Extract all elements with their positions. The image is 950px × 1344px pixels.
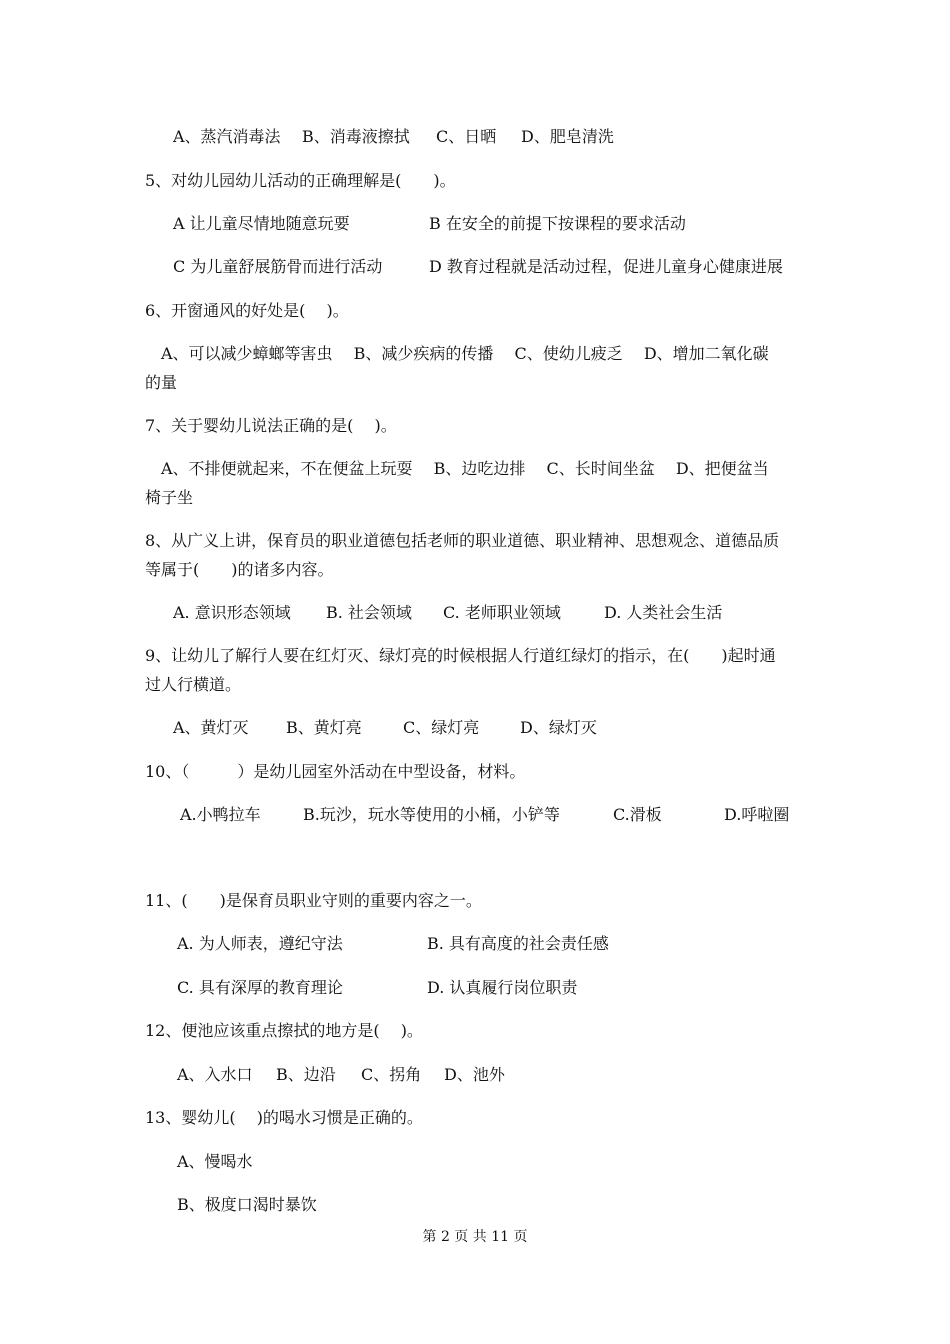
- q11-option-b: B. 具有高度的社会责任感: [427, 934, 609, 953]
- q12-option-b: B、边沿: [276, 1065, 336, 1084]
- q13-option-b: B、极度口渴时暴饮: [177, 1195, 317, 1214]
- q4-option-a: A、蒸汽消毒法: [173, 127, 281, 146]
- question-6-options-wrap: 的量: [145, 373, 178, 392]
- q11-option-c: C. 具有深厚的教育理论: [177, 978, 343, 997]
- q5-option-a: A 让儿童尽情地随意玩要: [173, 214, 350, 233]
- q4-option-d: D、肥皂清洗: [521, 127, 614, 146]
- question-9-stem-line1: 9、让幼儿了解行人要在红灯灭、绿灯亮的时候根据人行道红绿灯的指示，在( )起时通: [145, 646, 776, 665]
- q11-option-a: A. 为人师表，遵纪守法: [177, 934, 343, 953]
- q8-option-d: D. 人类社会生活: [604, 603, 723, 622]
- question-10-stem: 10、（ ）是幼儿园室外活动在中型设备，材料。: [145, 762, 526, 781]
- question-7-stem: 7、关于婴幼儿说法正确的是( )。: [145, 416, 397, 435]
- question-8-stem-line1: 8、从广义上讲，保育员的职业道德包括老师的职业道德、职业精神、思想观念、道德品质: [145, 531, 780, 550]
- q9-option-c: C、绿灯亮: [403, 718, 480, 737]
- q8-option-c: C. 老师职业领域: [443, 603, 561, 622]
- question-12-stem: 12、便池应该重点擦拭的地方是( )。: [145, 1021, 423, 1040]
- q8-option-b: B. 社会领域: [326, 603, 412, 622]
- q9-option-b: B、黄灯亮: [286, 718, 362, 737]
- q10-option-c: C.滑板: [613, 805, 662, 824]
- question-9-stem-line2: 过人行横道。: [145, 675, 242, 694]
- question-13-stem: 13、婴幼儿( )的喝水习惯是正确的。: [145, 1108, 423, 1127]
- q13-option-a: A、慢喝水: [177, 1152, 253, 1171]
- q11-option-d: D. 认真履行岗位职责: [427, 978, 578, 997]
- question-11-stem: 11、( )是保育员职业守则的重要内容之一。: [145, 891, 482, 910]
- question-7-options: A、不排便就起来，不在便盆上玩耍 B、边吃边排 C、长时间坐盆 D、把便盆当: [145, 459, 769, 478]
- page-number: 第 2 页 共 11 页: [422, 1229, 528, 1245]
- question-5-stem: 5、对幼儿园幼儿活动的正确理解是( )。: [145, 171, 456, 190]
- question-6-options: A、可以减少蟑螂等害虫 B、减少疾病的传播 C、使幼儿疲乏 D、增加二氧化碳: [145, 344, 769, 363]
- q12-option-a: A、入水口: [177, 1065, 253, 1084]
- q10-option-d: D.呼啦圈: [724, 805, 790, 824]
- q8-option-a: A. 意识形态领域: [173, 603, 291, 622]
- q5-option-b: B 在安全的前提下按课程的要求活动: [429, 214, 686, 233]
- question-7-options-wrap: 椅子坐: [145, 488, 194, 507]
- q12-option-c: C、拐角: [361, 1065, 422, 1084]
- q12-option-d: D、池外: [444, 1065, 505, 1084]
- q9-option-d: D、绿灯灭: [520, 718, 597, 737]
- q10-option-a: A.小鸭拉车: [180, 805, 261, 824]
- q4-option-b: B、消毒液擦拭: [302, 127, 410, 146]
- q4-option-c: C、日晒: [436, 127, 497, 146]
- question-6-stem: 6、开窗通风的好处是( )。: [145, 301, 349, 320]
- q5-option-c: C 为儿童舒展筋骨而进行活动: [173, 257, 383, 276]
- q9-option-a: A、黄灯灭: [173, 718, 249, 737]
- q10-option-b: B.玩沙，玩水等使用的小桶，小铲等: [303, 805, 560, 824]
- q5-option-d: D 教育过程就是活动过程，促进儿童身心健康进展: [429, 257, 783, 276]
- question-8-stem-line2: 等属于( )的诸多内容。: [145, 560, 334, 579]
